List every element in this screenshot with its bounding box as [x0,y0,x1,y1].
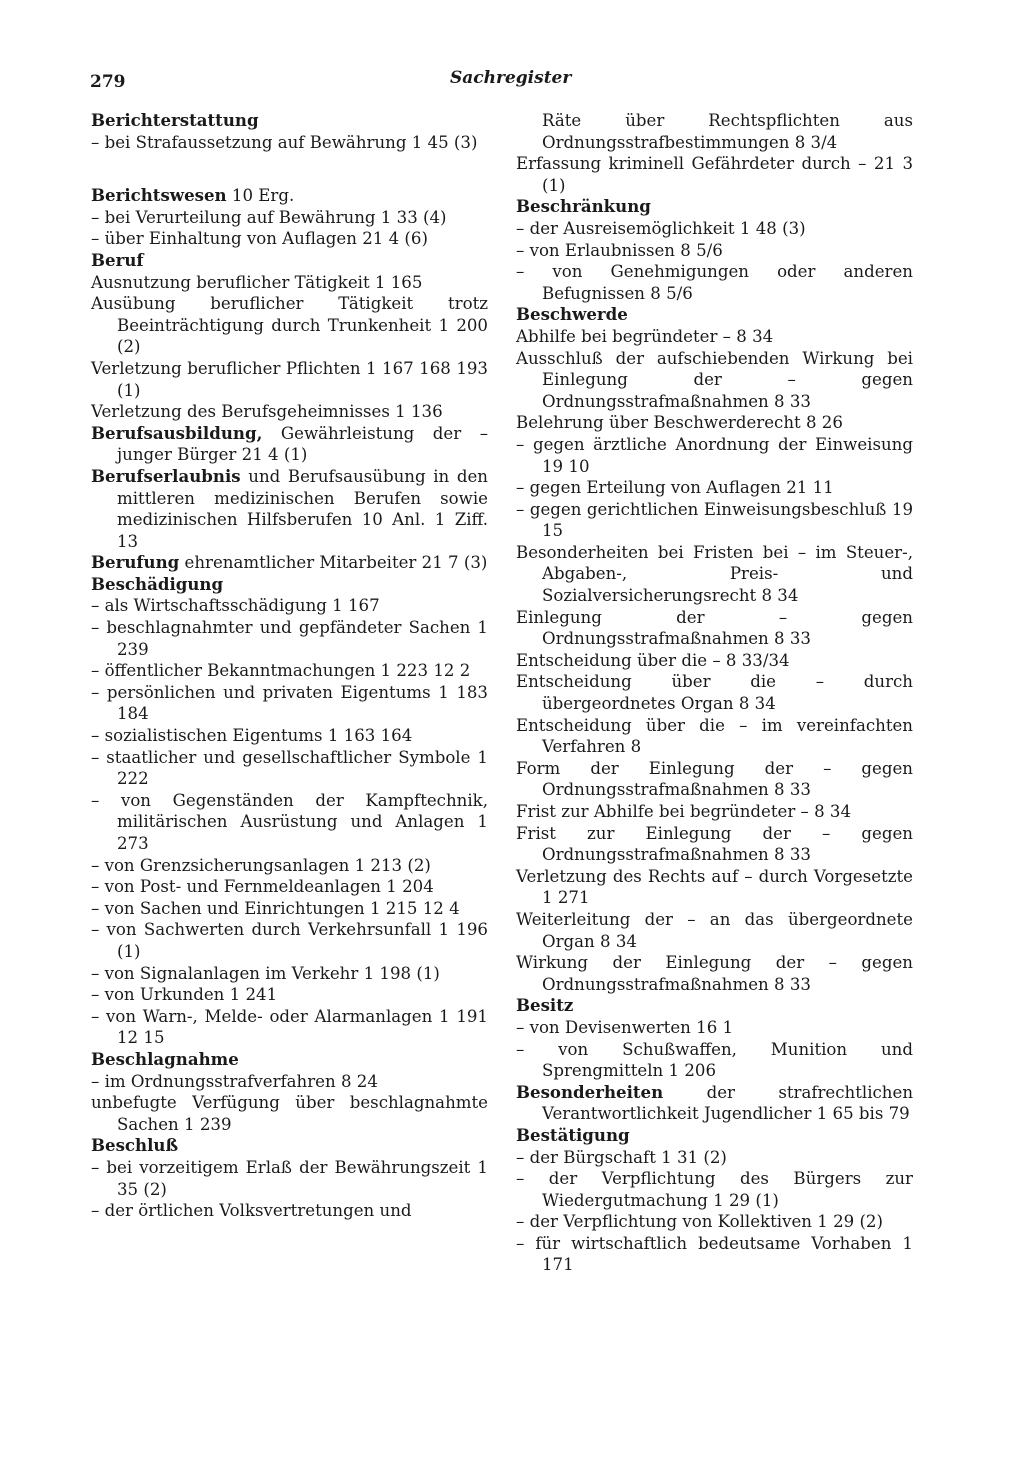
index-subentry: – von Warn-, Melde- oder Alarmanlagen 1 191 12 15 [91,1006,488,1048]
index-subentry: – öffentlicher Bekanntmachungen 1 223 12 2 [91,661,471,681]
index-continuation: Räte über Rechtspflichten aus Ordnungsstrafbestimmungen 8 3/4 [542,111,913,152]
index-entry: Frist zur Abhilfe bei begründeter – 8 34 [516,802,852,821]
index-heading: Besonderheiten [516,1081,664,1102]
index-entry: Verletzung beruflicher Pflichten 1 167 168 193 (1) [91,358,488,400]
index-heading-entry [91,466,488,552]
index-heading-entry [91,552,488,574]
index-subentry: – im Ordnungsstrafverfahren 8 24 [91,1071,378,1091]
index-subentry: – von Gegenständen der Kampftechnik, militärischen Ausrüstung und Anlagen 1 273 [91,790,488,853]
index-heading: Beschluß [91,1135,179,1156]
index-subentry: – bei Verurteilung auf Bewährung 1 33 (4) [91,207,447,227]
index-entry: Einlegung der – gegen Ordnungsstrafmaßnahmen 8 33 [516,607,913,649]
index-heading-detail: ehrenamtlicher Mitarbeiter 21 7 (3) [179,553,488,573]
index-subentry: – der örtlichen Volksvertretungen und [91,1201,412,1221]
index-heading: Bestätigung [516,1124,630,1145]
index-heading-entry [516,1082,913,1125]
index-heading: Beschädigung [91,573,224,594]
index-subentry: – von Schußwaffen, Munition und Sprengmitteln 1 206 [516,1039,913,1081]
index-subentry: – gegen Erteilung von Auflagen 21 11 [516,478,834,498]
index-subentry: – persönlichen und privaten Eigentums 1 183 184 [91,682,488,724]
index-heading: Berufserlaubnis [91,465,241,486]
running-head: Sachregister [450,68,572,88]
index-subentry: – der Verpflichtung von Kollektiven 1 29 (2) [516,1212,883,1232]
index-entry: Belehrung über Beschwerderecht 8 26 [516,413,843,433]
index-subentry: – von Grenzsicherungsanlagen 1 213 (2) [91,855,431,875]
index-entry: unbefugte Verfügung über beschlagnahmte Sachen 1 239 [91,1093,488,1134]
index-subentry: – von Sachwerten durch Verkehrsunfall 1 196 (1) [91,920,488,961]
index-subentry: – der Verpflichtung des Bürgers zur Wiedergutmachung 1 29 (1) [516,1169,913,1210]
index-heading: Beschränkung [516,196,651,217]
index-subentry: – als Wirtschaftsschädigung 1 167 [91,596,380,616]
index-subentry: – gegen gerichtlichen Einweisungsbeschluß 19 15 [516,499,913,541]
index-heading: Berufsausbildung, [91,422,263,443]
index-heading: Berichtswesen [91,185,227,206]
index-subentry: – von Devisenwerten 16 1 [516,1017,734,1037]
index-heading-detail: Gewährleistung der – junger Bürger 21 4 (1) [117,423,488,465]
index-entry: Abhilfe bei begründeter – 8 34 [516,326,774,346]
index-entry: Entscheidung über die – 8 33/34 [516,650,790,670]
index-subentry: – der Ausreisemöglichkeit 1 48 (3) [516,218,806,238]
index-entry: Frist zur Einlegung der – gegen Ordnungsstrafmaßnahmen 8 33 [516,823,913,865]
index-entry: Ausnutzung beruflicher Tätigkeit 1 165 [91,272,423,292]
index-subentry: – staatlicher und gesellschaftlicher Symbole 1 222 [91,747,488,789]
page-number: 279 [90,72,126,92]
index-entry: Wirkung der Einlegung der – gegen Ordnungsstrafmaßnahmen 8 33 [516,953,913,994]
index-subentry: – von Erlaubnissen 8 5/6 [516,240,723,260]
index-subentry: – beschlagnahmter und gepfändeter Sachen 1 239 [91,618,488,659]
index-heading-detail: der strafrechtlichen Verantwortlichkeit Jugendlicher 1 65 bis 79 [542,1082,913,1124]
index-entry: Verletzung des Berufsgeheimnisses 1 136 [91,402,443,422]
index-subentry: – von Genehmigungen oder anderen Befugnissen 8 5/6 [516,262,913,303]
index-entry: Erfassung kriminell Gefährdeter durch – 21 3 (1) [516,154,913,195]
index-subentry: – bei Strafaussetzung auf Bewährung 1 45 (3) [91,132,478,152]
index-subentry: – der Bürgschaft 1 31 (2) [516,1147,727,1167]
index-entry: Ausübung beruflicher Tätigkeit trotz Beeinträchtigung durch Trunkenheit 1 200 (2) [91,294,488,357]
index-entry: Verletzung des Rechts auf – durch Vorgesetzte 1 271 [516,866,913,908]
entry-gap [91,153,488,185]
index-subentry: – von Sachen und Einrichtungen 1 215 12 4 [91,898,460,918]
index-entry: Weiterleitung der – an das übergeordnete Organ 8 34 [516,909,913,951]
index-heading-detail: und Berufsausübung in den mittleren medizinischen Berufen sowie medizinischen Hilfsberufen 10 Anl. 1 Ziff. 13 [117,466,488,551]
index-entry: Entscheidung über die – im vereinfachten Verfahren 8 [516,715,913,757]
index-heading-entry [91,423,488,466]
index-subentry: – für wirtschaftlich bedeutsame Vorhaben 1 171 [516,1233,913,1275]
index-entry: Entscheidung über die – durch übergeordnetes Organ 8 34 [516,672,913,714]
index-subentry: – von Urkunden 1 241 [91,985,278,1005]
index-subentry: – bei vorzeitigem Erlaß der Bewährungszeit 1 35 (2) [91,1157,488,1199]
index-entry: Besonderheiten bei Fristen bei – im Steuer-, Abgaben-, Preis- und Sozialversicherungsrecht 8 34 [516,542,913,606]
index-heading: Beschwerde [516,304,628,325]
index-entry: Ausschluß der aufschiebenden Wirkung bei Einlegung der – gegen Ordnungsstrafmaßnahmen 8 33 [516,348,913,411]
index-heading-detail: 10 Erg. [226,186,295,206]
index-heading: Beruf [91,249,144,270]
index-subentry: – von Post- und Fernmeldeanlagen 1 204 [91,877,434,897]
index-entry: Form der Einlegung der – gegen Ordnungsstrafmaßnahmen 8 33 [516,758,913,800]
index-subentry: – sozialistischen Eigentums 1 163 164 [91,726,413,746]
index-subentry: – von Signalanlagen im Verkehr 1 198 (1) [91,963,440,983]
index-heading: Berufung [91,552,180,573]
index-heading: Beschlagnahme [91,1048,239,1069]
index-heading: Besitz [516,995,574,1016]
index-heading: Berichterstattung [91,110,259,130]
index-column-right [516,110,913,1276]
index-subentry: – gegen ärztliche Anordnung der Einweisung 19 10 [516,434,913,476]
index-column-left [91,110,488,1222]
index-subentry: – über Einhaltung von Auflagen 21 4 (6) [91,229,428,249]
index-heading-entry [91,185,488,207]
